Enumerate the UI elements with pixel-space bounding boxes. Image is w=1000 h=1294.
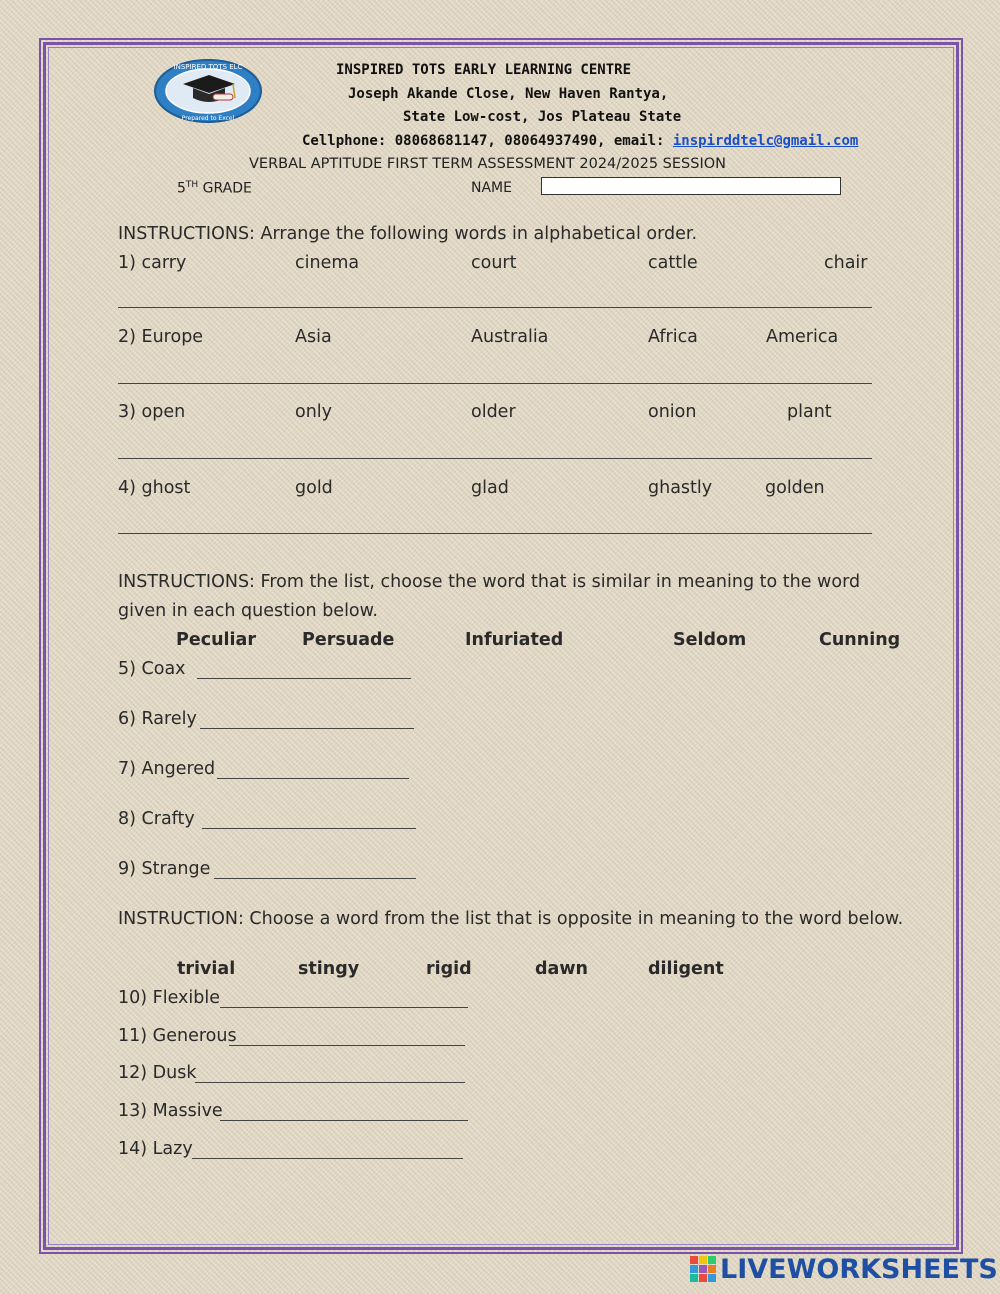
q3-word: 3) open xyxy=(118,402,186,422)
liveworksheets-text: LIVEWORKSHEETS xyxy=(720,1253,998,1285)
address-line-1: Joseph Akande Close, New Haven Rantya, xyxy=(348,86,669,102)
q5-label: 5) Coax xyxy=(118,659,186,679)
q9-answer-line[interactable] xyxy=(214,878,416,879)
q2-word: 2) Europe xyxy=(118,327,204,347)
q11-label: 11) Generous xyxy=(118,1026,237,1046)
name-label: NAME xyxy=(471,180,512,196)
q13-label: 13) Massive xyxy=(118,1101,223,1121)
email-link[interactable]: inspirddtelc@gmail.com xyxy=(672,133,859,149)
q2-answer-line[interactable] xyxy=(118,383,872,384)
q1-answer-line[interactable] xyxy=(118,307,872,308)
address-line-2: State Low-cost, Jos Plateau State xyxy=(403,109,682,125)
q4-word: ghastly xyxy=(648,478,713,498)
q4-answer-line[interactable] xyxy=(118,533,872,534)
q6-answer-line[interactable] xyxy=(200,728,414,729)
q4-word: glad xyxy=(471,478,509,498)
q3-word: only xyxy=(295,402,333,422)
q1-word: cinema xyxy=(295,253,360,273)
q3-word: older xyxy=(471,402,516,422)
liveworksheets-brand xyxy=(690,1254,998,1284)
synonym-option: Cunning xyxy=(819,630,901,650)
q9-label: 9) Strange xyxy=(118,859,211,879)
synonym-option: Persuade xyxy=(302,630,395,650)
synonym-option: Peculiar xyxy=(176,630,256,650)
antonym-option: rigid xyxy=(426,959,472,979)
q7-answer-line[interactable] xyxy=(217,778,409,779)
q2-word: Asia xyxy=(295,327,332,347)
contact-text: Cellphone: 08068681147, 08064937490, email: xyxy=(302,133,673,149)
q13-answer-line[interactable] xyxy=(220,1120,468,1121)
q8-answer-line[interactable] xyxy=(202,828,416,829)
grade-label: 5TH GRADE xyxy=(177,180,252,197)
q1-word: court xyxy=(471,253,517,273)
antonym-option: dawn xyxy=(535,959,588,979)
q3-word: plant xyxy=(787,402,832,422)
section1-instruction: INSTRUCTIONS: Arrange the following words in alphabetical order. xyxy=(118,224,698,244)
synonym-option: Seldom xyxy=(673,630,747,650)
q2-word: America xyxy=(766,327,839,347)
q4-word: golden xyxy=(765,478,825,498)
q2-word: Australia xyxy=(471,327,549,347)
antonym-option: diligent xyxy=(648,959,724,979)
q3-word: onion xyxy=(648,402,697,422)
q10-answer-line[interactable] xyxy=(220,1007,468,1008)
q14-answer-line[interactable] xyxy=(192,1158,463,1159)
q4-word: gold xyxy=(295,478,333,498)
contact-line xyxy=(302,133,858,149)
q8-label: 8) Crafty xyxy=(118,809,195,829)
assessment-title: VERBAL APTITUDE FIRST TERM ASSESSMENT 2024/2025 SESSION xyxy=(249,156,726,172)
q12-answer-line[interactable] xyxy=(195,1082,465,1083)
q1-word: 1) carry xyxy=(118,253,187,273)
section2-instruction-cont: given in each question below. xyxy=(118,601,378,621)
section3-instruction: INSTRUCTION: Choose a word from the list that is opposite in meaning to the word below. xyxy=(118,909,904,929)
q10-label: 10) Flexible xyxy=(118,988,221,1008)
school-name: INSPIRED TOTS EARLY LEARNING CENTRE xyxy=(336,62,632,78)
synonym-option: Infuriated xyxy=(465,630,564,650)
q2-word: Africa xyxy=(648,327,698,347)
q5-answer-line[interactable] xyxy=(197,678,411,679)
liveworksheets-logo-icon xyxy=(690,1256,716,1282)
q1-word: chair xyxy=(824,253,868,273)
q7-label: 7) Angered xyxy=(118,759,216,779)
q1-word: cattle xyxy=(648,253,698,273)
q11-answer-line[interactable] xyxy=(229,1045,465,1046)
q12-label: 12) Dusk xyxy=(118,1063,197,1083)
q14-label: 14) Lazy xyxy=(118,1139,193,1159)
section2-instruction: INSTRUCTIONS: From the list, choose the word that is similar in meaning to the word xyxy=(118,572,861,592)
svg-text:Prepared to Excel: Prepared to Excel xyxy=(181,115,235,122)
q3-answer-line[interactable] xyxy=(118,458,872,459)
antonym-option: stingy xyxy=(298,959,360,979)
q6-label: 6) Rarely xyxy=(118,709,197,729)
antonym-option: trivial xyxy=(177,959,236,979)
svg-text:INSPIRED TOTS ELC: INSPIRED TOTS ELC xyxy=(173,63,243,71)
name-input[interactable] xyxy=(541,177,841,195)
school-logo xyxy=(153,58,263,124)
q4-word: 4) ghost xyxy=(118,478,191,498)
